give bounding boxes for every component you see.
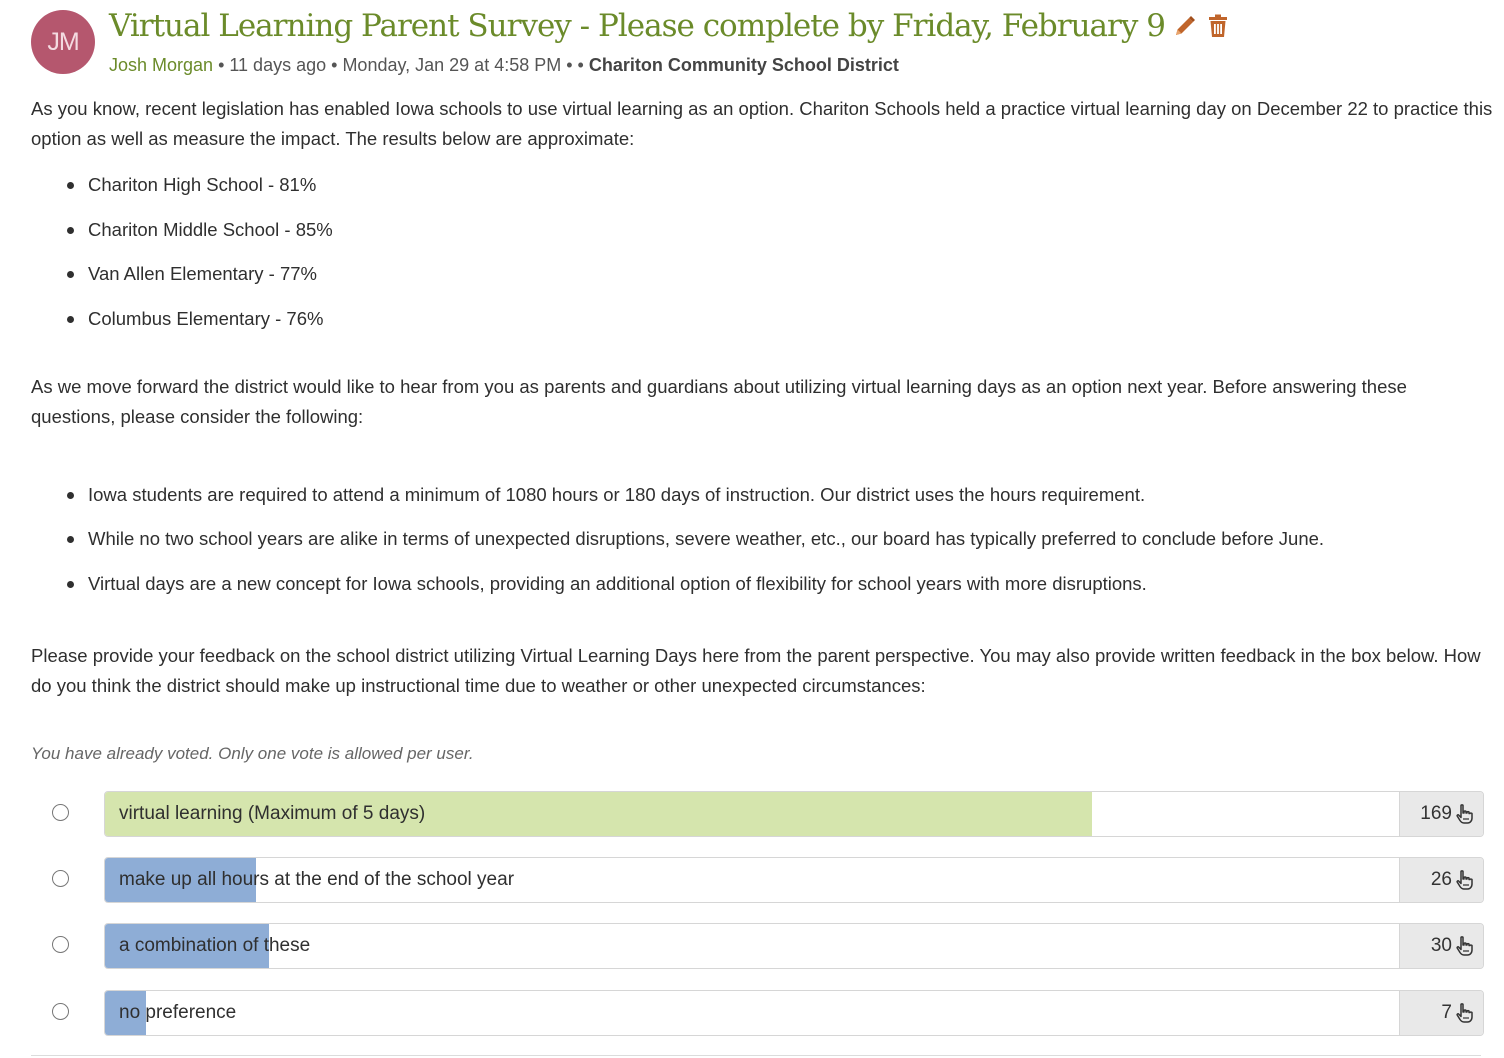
post-header <box>109 8 1229 44</box>
poll-option <box>40 857 1482 903</box>
vote-count[interactable] <box>1399 792 1483 836</box>
list-item: Columbus Elementary - 76% <box>88 304 1496 334</box>
list-item: Virtual days are a new concept for Iowa schools, providing an additional option of flexibility for school years with more disruptions. <box>88 569 1496 599</box>
poll-bar[interactable] <box>104 990 1484 1036</box>
vote-count-value: 30 <box>1430 935 1452 956</box>
vote-count-value: 169 <box>1420 803 1452 824</box>
poll-option-label: virtual learning (Maximum of 5 days) <box>119 803 426 824</box>
trash-icon[interactable] <box>1207 14 1229 38</box>
hand-pointer-icon <box>1456 936 1473 956</box>
organization-link[interactable]: Chariton Community School District <box>588 55 899 75</box>
list-item: Iowa students are required to attend a minimum of 1080 hours or 180 days of instruction. Our district uses the hours requirement. <box>88 480 1496 510</box>
poll-option-label: no preference <box>119 1002 237 1023</box>
poll-radio[interactable] <box>52 804 69 821</box>
post-timestamp: Monday, Jan 29 at 4:58 PM <box>342 55 562 75</box>
question-paragraph: Please provide your feedback on the school district utilizing Virtual Learning Days here from the parent perspective. You may also provide written feedback in the box below. How do you think the district should make up instructional time due to weather or other unexpected circumstances: <box>31 644 1481 696</box>
post-meta <box>109 55 899 76</box>
poll-option <box>40 923 1482 969</box>
vote-count-value: 26 <box>1430 869 1452 890</box>
intro-paragraph: As you know, recent legislation has enabled Iowa schools to use virtual learning as an option. Chariton Schools held a practice virtual learning day on December 22 to practice this option as well as measure the impact. The results below are approximate: <box>31 98 1493 149</box>
vote-count[interactable] <box>1399 924 1483 968</box>
considerations-list <box>31 480 1496 599</box>
list-item: Van Allen Elementary - 77% <box>88 259 1496 289</box>
poll-bar[interactable] <box>104 791 1484 837</box>
meta-separator: • <box>213 55 230 75</box>
pencil-icon[interactable] <box>1173 14 1197 38</box>
vote-count[interactable] <box>1399 991 1483 1035</box>
hand-pointer-icon <box>1456 1003 1473 1023</box>
hand-pointer-icon <box>1456 804 1473 824</box>
list-item: Chariton Middle School - 85% <box>88 215 1496 245</box>
results-list <box>31 170 1496 334</box>
meta-separator: • <box>326 55 343 75</box>
poll-radio[interactable] <box>52 870 69 887</box>
vote-notice: You have already voted. Only one vote is allowed per user. <box>31 744 474 763</box>
list-item: Chariton High School - 81% <box>88 170 1496 200</box>
relative-time: 11 days ago <box>229 55 327 75</box>
poll-option <box>40 791 1482 837</box>
meta-separator: • • <box>561 55 589 75</box>
vote-count-value: 7 <box>1441 1002 1452 1023</box>
poll-radio[interactable] <box>52 936 69 953</box>
avatar[interactable]: JM <box>31 10 95 74</box>
poll-option <box>40 990 1482 1036</box>
poll-option-label: a combination of these <box>119 935 311 956</box>
hand-pointer-icon <box>1456 870 1473 890</box>
author-link[interactable]: Josh Morgan <box>109 55 214 75</box>
post-body <box>31 94 1496 701</box>
forward-paragraph: As we move forward the district would like to hear from you as parents and guardians about utilizing virtual learning days as an option next year. Before answering these questions, please consider the following: <box>31 375 1407 427</box>
post-title: Virtual Learning Parent Survey - Please complete by Friday, February 9 <box>109 8 1165 44</box>
list-item: While no two school years are alike in terms of unexpected disruptions, severe weather, etc., our board has typically preferred to conclude before June. <box>88 524 1496 554</box>
poll-option-label: make up all hours at the end of the school year <box>119 869 515 890</box>
poll-bar[interactable] <box>104 857 1484 903</box>
vote-count[interactable] <box>1399 858 1483 902</box>
divider <box>31 1055 1481 1056</box>
poll-radio[interactable] <box>52 1003 69 1020</box>
poll-bar[interactable] <box>104 923 1484 969</box>
